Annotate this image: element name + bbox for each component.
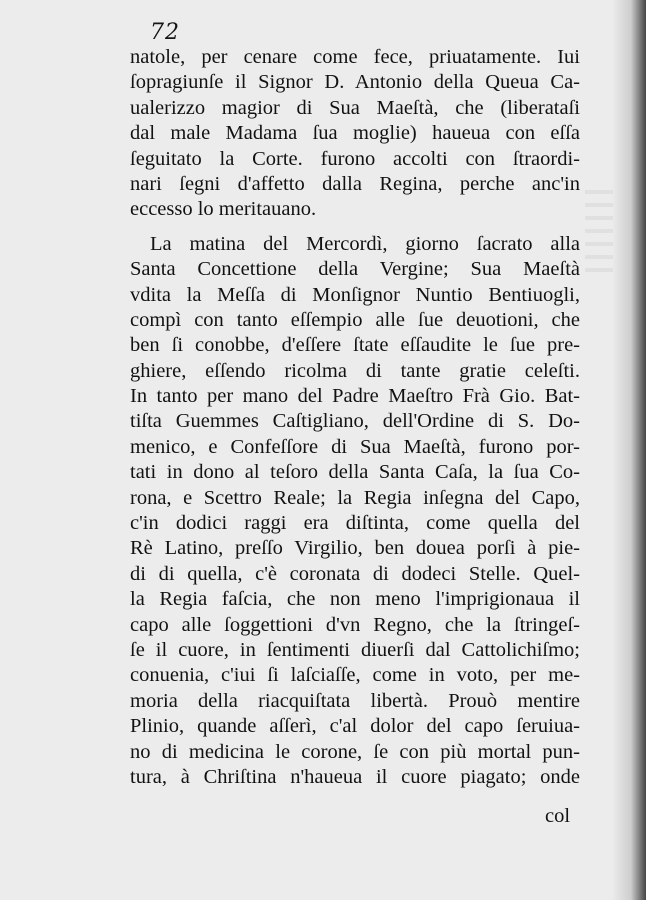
- text-line: ben ſi conobbe, d'eſſere ſtate eſſaudite le ſue pre-: [130, 334, 580, 357]
- text-line: ſe il cuore, in ſentimenti diuerſi dal Cattolichiſmo;: [130, 638, 580, 661]
- text-line: tiſta Guemmes Caſtigliano, dell'Ordine di S. Do-: [130, 410, 580, 433]
- show-through-shadow: [585, 190, 613, 280]
- text-line: tati in dono al teſoro della Santa Caſa, la ſua Co-: [130, 461, 580, 484]
- text-line: ſeguitato la Corte. furono accolti con ſtraordi-: [130, 147, 580, 170]
- page-number: 72: [150, 20, 180, 45]
- text-line: ghiere, eſſendo ricolma di tante gratie celeſti.: [130, 359, 580, 382]
- text-line: rona, e Scettro Reale; la Regia inſegna del Capo,: [130, 486, 580, 509]
- text-line: natole, per cenare come fece, priuatamente. Iui: [130, 46, 580, 68]
- text-line: c'in dodici raggi era diſtinta, come quella del: [130, 512, 580, 535]
- text-line: ualerizzo magior di Sua Maeſtà, che (liberataſi: [130, 96, 580, 119]
- text-line: capo alle ſoggettioni d'vn Regno, che la ſtringeſ-: [130, 613, 580, 636]
- paragraph-gap: [130, 223, 580, 232]
- text-line: tura, à Chriſtina n'haueua il cuore piagato; onde: [130, 765, 580, 788]
- text-line: ſopragiunſe il Signor D. Antonio della Queua Ca-: [130, 71, 580, 94]
- text-line: dal male Madama ſua moglie) haueua con eſſa: [130, 122, 580, 145]
- text-line: conuenia, c'iui ſi laſciaſſe, come in voto, per me-: [130, 664, 580, 687]
- spine-shadow: [612, 0, 646, 900]
- text-line: eccesso lo meritauano.: [130, 198, 317, 221]
- text-line: compì con tanto eſſempio alle ſue deuotioni, che: [130, 308, 580, 331]
- text-line: In tanto per mano del Padre Maeſtro Frà Gio. Bat-: [130, 385, 580, 408]
- text-line: vdita la Meſſa di Monſignor Nuntio Bentiuogli,: [130, 283, 580, 306]
- text-line: la Regia faſcia, che non meno l'imprigionaua il: [130, 588, 580, 611]
- catchword: col: [545, 805, 571, 827]
- text-line: Rè Latino, preſſo Virgilio, ben douea porſi à pie-: [130, 537, 580, 560]
- text-line: moria della riacquiſtata libertà. Prouò mentire: [130, 689, 580, 712]
- text-line: nari ſegni d'affetto dalla Regina, perche anc'in: [130, 172, 580, 195]
- text-line: no di medicina le corone, ſe con più mortal pun-: [130, 740, 580, 763]
- text-line: di di quella, c'è coronata di dodeci Stelle. Quel-: [130, 562, 580, 585]
- body-text: [130, 45, 580, 790]
- text-line: Plinio, quande aſſerì, c'al dolor del capo ſeruiua-: [130, 715, 580, 738]
- text-line: La matina del Mercordì, giorno ſacrato alla: [150, 232, 580, 255]
- text-line: Santa Concettione della Vergine; Sua Maeſtà: [130, 258, 580, 281]
- text-line: menico, e Confeſſore di Sua Maeſtà, furono por-: [130, 435, 580, 458]
